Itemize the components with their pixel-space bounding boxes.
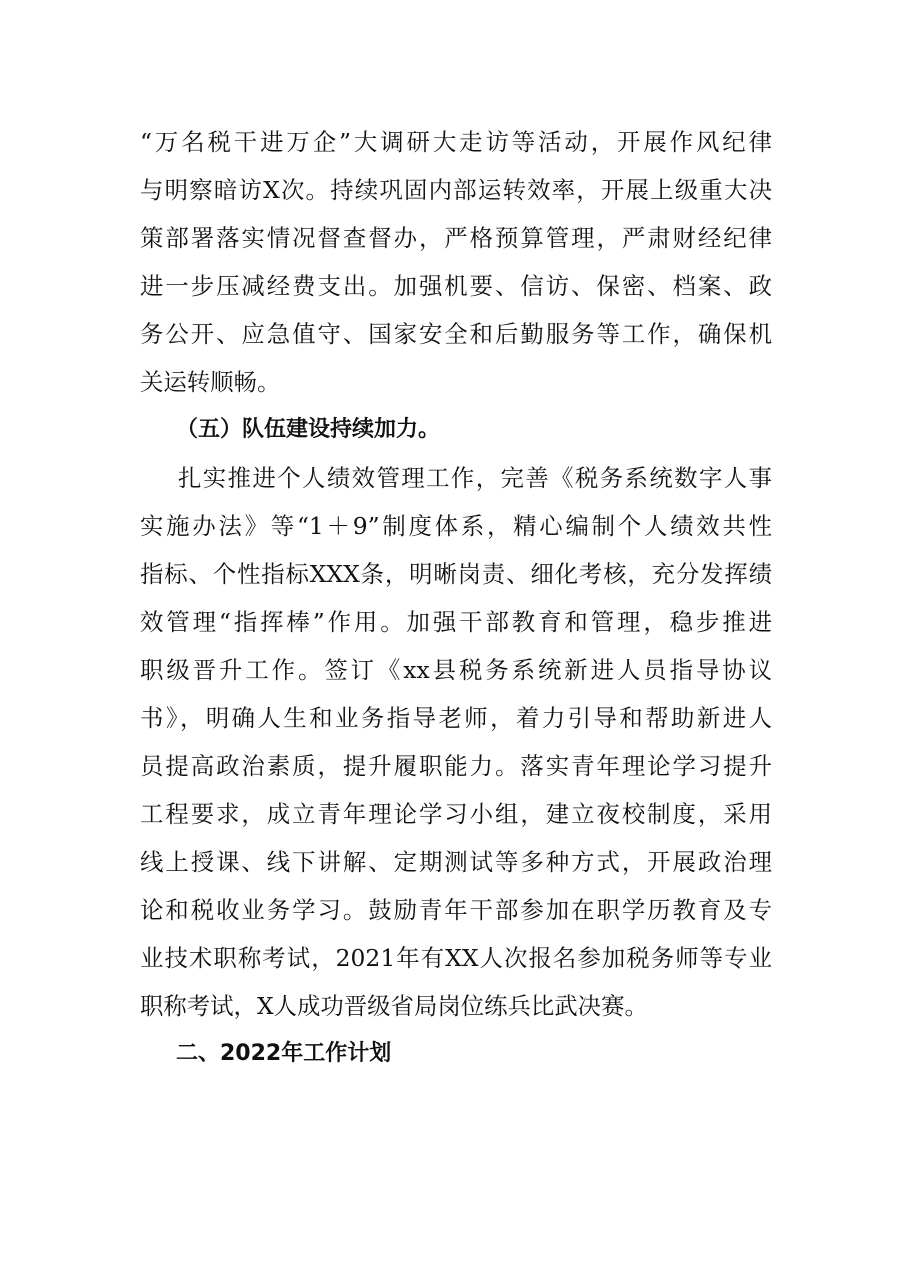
section-heading-2022-plan: 二、2022年工作计划	[176, 1041, 392, 1066]
paragraph-line: 策部署落实情况督查督办，严格预算管理，严肃财经纪律	[140, 224, 772, 252]
paragraph-line: 实施办法》等“1＋9”制度体系，精心编制个人绩效共性	[140, 512, 772, 540]
paragraph-team-building	[140, 454, 772, 1030]
paragraph-line: 与明察暗访X次。持续巩固内部运转效率，开展上级重大决	[140, 176, 772, 204]
paragraph-work-style	[140, 118, 772, 406]
paragraph-line: 线上授课、线下讲解、定期测试等多种方式，开展政治理	[140, 848, 772, 876]
paragraph-line: 论和税收业务学习。鼓励青年干部参加在职学历教育及专	[140, 896, 772, 924]
paragraph-line: 扎实推进个人绩效管理工作，完善《税务系统数字人事	[178, 464, 772, 492]
paragraph-line: 工程要求，成立青年理论学习小组，建立夜校制度，采用	[140, 800, 772, 828]
paragraph-line: 效管理“指挥棒”作用。加强干部教育和管理，稳步推进	[140, 608, 772, 636]
paragraph-line: 指标、个性指标XXX条，明晰岗责、细化考核，充分发挥绩	[140, 560, 772, 588]
paragraph-line: 员提高政治素质，提升履职能力。落实青年理论学习提升	[140, 752, 772, 780]
paragraph-line: 职级晋升工作。签订《xx县税务系统新进人员指导协议	[140, 656, 772, 684]
paragraph-line: 关运转顺畅。	[140, 368, 281, 396]
paragraph-line: 务公开、应急值守、国家安全和后勤服务等工作，确保机	[140, 320, 772, 348]
paragraph-line: 进一步压减经费支出。加强机要、信访、保密、档案、政	[140, 272, 772, 300]
paragraph-line: 书》，明确人生和业务指导老师，着力引导和帮助新进人	[140, 704, 772, 732]
paragraph-line: “万名税干进万企”大调研大走访等活动，开展作风纪律	[140, 128, 772, 156]
paragraph-line: 业技术职称考试，2021年有XX人次报名参加税务师等专业	[140, 944, 772, 972]
paragraph-line: 职称考试，X人成功晋级省局岗位练兵比武决赛。	[140, 992, 648, 1020]
section-heading-team-building: （五）队伍建设持续加力。	[176, 417, 441, 442]
